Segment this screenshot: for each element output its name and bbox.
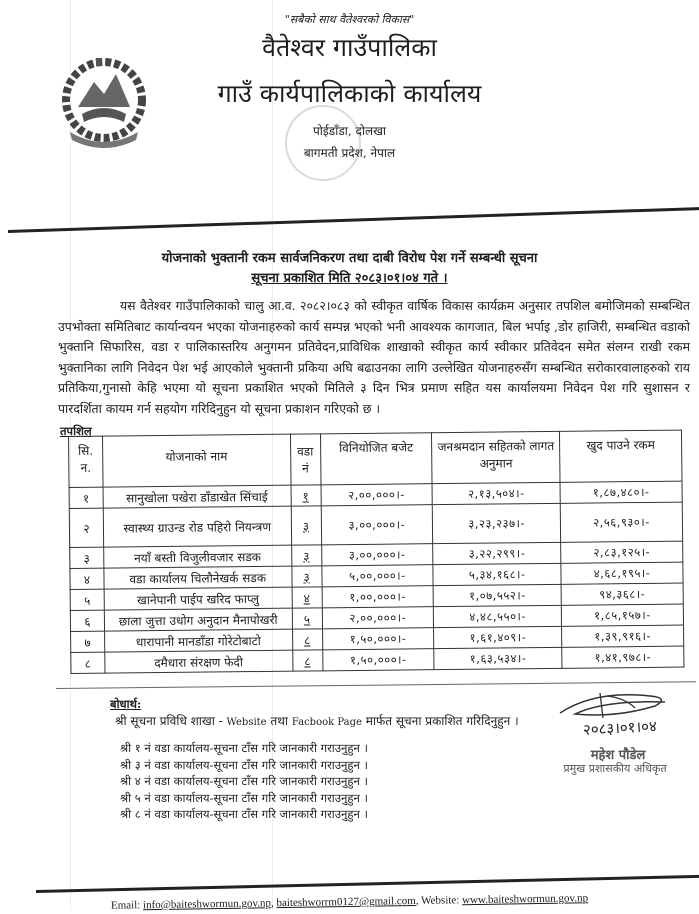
cell-ward: ८ bbox=[292, 629, 322, 650]
table-header-row bbox=[69, 430, 683, 487]
cell-budget: १,५०,०००।- bbox=[322, 628, 434, 650]
cell-sn: ४ bbox=[70, 568, 104, 589]
cell-net-amount: ४,६८,१९५।- bbox=[561, 562, 683, 584]
office-stamp bbox=[285, 105, 361, 181]
cell-budget: २,००,०००।- bbox=[321, 484, 433, 506]
cell-estimate: २,१३,५०४।- bbox=[432, 482, 560, 504]
cell-ward: ४ bbox=[292, 587, 322, 608]
footer-divider bbox=[36, 875, 699, 893]
cell-budget: १,००,०००।- bbox=[322, 586, 434, 608]
cell-budget: ३,००,०००।- bbox=[321, 505, 433, 545]
email-label: Email: bbox=[110, 899, 144, 912]
cell-scheme-name: सानुखोला पखेरा डाँडाखेत सिंचाई bbox=[103, 485, 291, 508]
cell-ward: ३ bbox=[291, 566, 321, 587]
col-header-net: खुद पाउने रकम bbox=[560, 430, 682, 482]
cell-sn: ७ bbox=[71, 631, 105, 652]
bodharth-label: बोधार्थ: bbox=[110, 697, 142, 711]
cell-scheme-name: खानेपानी पाईप खरिद फाप्लु bbox=[104, 587, 292, 610]
cell-net-amount: १,३९,९१६।- bbox=[562, 625, 684, 647]
cell-net-amount: १,८५,१५७।- bbox=[561, 604, 683, 626]
cell-sn: ८ bbox=[71, 652, 105, 673]
it-line-prefix: श्री सूचना प्रविधि शाखा - bbox=[115, 714, 227, 728]
table-caption: तपशिल bbox=[60, 424, 92, 438]
it-section-line bbox=[115, 712, 519, 729]
cell-net-amount: १,८७,४८०।- bbox=[560, 481, 682, 503]
cell-estimate: १,०७,५५२।- bbox=[433, 584, 561, 606]
signatory-title: प्रमुख प्रशासकीय अधिकृत bbox=[563, 762, 667, 775]
cell-net-amount: १,४१,९७८।- bbox=[562, 646, 684, 668]
header-divider bbox=[8, 207, 699, 233]
cell-sn: ३ bbox=[70, 547, 104, 568]
cell-sn: ६ bbox=[70, 610, 104, 631]
it-line-facebook: Facbook Page bbox=[291, 717, 362, 728]
it-line-mid: तथा bbox=[266, 714, 292, 728]
notice-subject: योजनाको भुक्तानी रकम सार्वजनिकरण तथा दाबी विरोध पेश गर्ने सम्बन्धी सूचना bbox=[161, 251, 538, 266]
cell-estimate: १,६१,४०९।- bbox=[434, 626, 562, 648]
cell-estimate: ४,४८,५५०।- bbox=[434, 605, 562, 627]
address-line1: पोईडाँडा, दोलखा bbox=[312, 124, 387, 138]
org-name: वैतेश्वर गाउँपालिका bbox=[262, 33, 437, 62]
ward-office-item: श्री ८ नं वडा कार्यालय-सूचना टाँस गरि जानकारी गराउनुहुन । bbox=[120, 807, 368, 821]
col-header-estimate: जनश्रमदान सहितको लागत अनुमान bbox=[432, 431, 560, 483]
email-separator: , bbox=[270, 897, 277, 910]
col-header-budget: विनियोजित बजेट bbox=[320, 433, 432, 485]
published-date bbox=[0, 268, 699, 286]
cell-net-amount: २,८३,१२५।- bbox=[561, 541, 683, 563]
cell-estimate: १,६३,५३४।- bbox=[434, 647, 562, 669]
office-name: गाउँ कार्यपालिकाको कार्यालय bbox=[217, 79, 482, 108]
it-line-website: Website bbox=[226, 717, 267, 728]
col-header-ward: वडा नं bbox=[290, 434, 321, 485]
cell-net-amount: २,५६,९३०।- bbox=[560, 502, 682, 542]
cell-ward: ३ bbox=[291, 506, 321, 545]
cell-net-amount: ९४,३६८।- bbox=[561, 583, 683, 605]
cell-ward: ३ bbox=[291, 545, 321, 566]
published-date-text: सूचना प्रकाशित मिति २०८३।०१।०४ गते । bbox=[251, 271, 448, 286]
signature-date: २०८३।०१।०४ bbox=[582, 717, 658, 739]
cell-estimate: ५,३४,१६८।- bbox=[433, 563, 561, 585]
cell-scheme-name: दमैधारा संरक्षण फेदी bbox=[105, 650, 293, 673]
notice-body: यस वैतेश्वर गाउँपालिकाको चालु आ.व. २०८२।०८३ को स्वीकृत वार्षिक विकास कार्यक्रम अनुसार तपशिल बमोजिमको सम्बन्धित उपभोक्ता समितिबाट कार्यान्वयन भएका योजनाहरुको कार्य सम्पन्न भएको भनी आवश्यक कागजात, बिल भर्पाइ ,डोर हाजिरी, सम्बन्धित वडाको भुक्तानि सिफारिस, वडा र पालिकास्तरिय अनुगमन प्रतिवेदन,प्राविधिक शाखाको स्वीकृत कार्य स्वीकार प्रतिवेदन समेत संलग्न राखी रकम भुक्तानिका लागि निवेदन पेश भई आएकोले भुक्तानी प्रकिया अघि बढाउनका लागि उल्लेखित योजनाहरुसँग सम्बन्धित सरोकारवालाहरुको राय प्रतिकिया,गुनासो केहि भएमा यो सूचना प्रकाशित भएको मितिले ३ दिन भित्र प्रमाण सहित यस कार्यालयमा निवेदन पेश गरि सुशासन र पारदर्शिता कायम गर्न सहयोग गरिदिनुहुन यो सूचना प्रकाशन गरिएको छ । bbox=[58, 298, 690, 416]
ward-office-item: श्री १ नं वडा कार्यालय-सूचना टाँस गरि जानकारी गराउनुहुन । bbox=[120, 741, 368, 755]
cell-scheme-name: वडा कार्यालय चिलौनेखर्क सडक bbox=[104, 566, 292, 589]
signature-scribble bbox=[555, 688, 675, 722]
cell-ward: ५ bbox=[292, 608, 322, 629]
cell-sn: २ bbox=[69, 508, 103, 547]
address-line2: बागमती प्रदेश, नेपाल bbox=[303, 146, 396, 160]
cell-estimate: ३,२३,२३७।- bbox=[433, 503, 561, 543]
signatory-name: महेश पौडेल bbox=[590, 748, 646, 763]
table-row bbox=[69, 502, 682, 547]
email-link-1[interactable]: info@baiteshwormun.gov.np bbox=[142, 897, 272, 912]
cell-estimate: ३,२२,२९९।- bbox=[433, 542, 561, 564]
cell-scheme-name: नयाँ बस्ती विजुलीवजार सडक bbox=[104, 545, 292, 568]
ward-office-item: श्री ३ नं वडा कार्यालय-सूचना टाँस गरि जानकारी गराउनुहुन । bbox=[120, 757, 368, 772]
ward-office-item: श्री ४ नं वडा कार्यालय-सूचना टाँस गरि जानकारी गराउनुहुन । bbox=[120, 774, 368, 788]
col-header-name: योजनाको नाम bbox=[102, 434, 290, 487]
cell-budget: ३,००,०००।- bbox=[321, 544, 433, 566]
cell-scheme-name: छाला जुत्ता उधोग अनुदान मैनापोखरी bbox=[104, 608, 292, 631]
website-label: , Website: bbox=[415, 894, 463, 907]
schemes-table bbox=[68, 430, 684, 674]
it-line-suffix: मार्फत सूचना प्रकाशित गरिदिनुहुन । bbox=[361, 714, 519, 728]
cell-ward: १ bbox=[291, 485, 321, 506]
col-header-sn: सि. न. bbox=[69, 436, 103, 487]
motto: "सबैको साथ वैतेश्वरको विकास" bbox=[284, 13, 415, 26]
cell-ward: ८ bbox=[292, 650, 322, 671]
cell-sn: ५ bbox=[70, 589, 104, 610]
ward-office-list bbox=[120, 740, 368, 823]
website-link[interactable]: www.baiteshwormun.gov.np bbox=[461, 892, 589, 907]
cell-scheme-name: स्वास्थ्य ग्राउन्ड रोड पहिरो नियन्त्रण bbox=[103, 506, 291, 547]
cell-scheme-name: धारापानी मानडाँडा गोरेटोबाटो bbox=[104, 629, 292, 652]
cell-budget: ५,००,०००।- bbox=[321, 565, 433, 587]
cell-budget: २,००,०००।- bbox=[322, 607, 434, 629]
cell-sn: १ bbox=[69, 487, 103, 508]
footer-contact bbox=[0, 891, 699, 914]
cell-budget: १,५०,०००।- bbox=[322, 649, 434, 671]
email-link-2[interactable]: baiteshworrm0127@gmail.com bbox=[276, 894, 416, 910]
ward-office-item: श्री ५ नं वडा कार्यालय-सूचना टाँस गरि जानकारी गराउनुहुन । bbox=[120, 790, 368, 805]
